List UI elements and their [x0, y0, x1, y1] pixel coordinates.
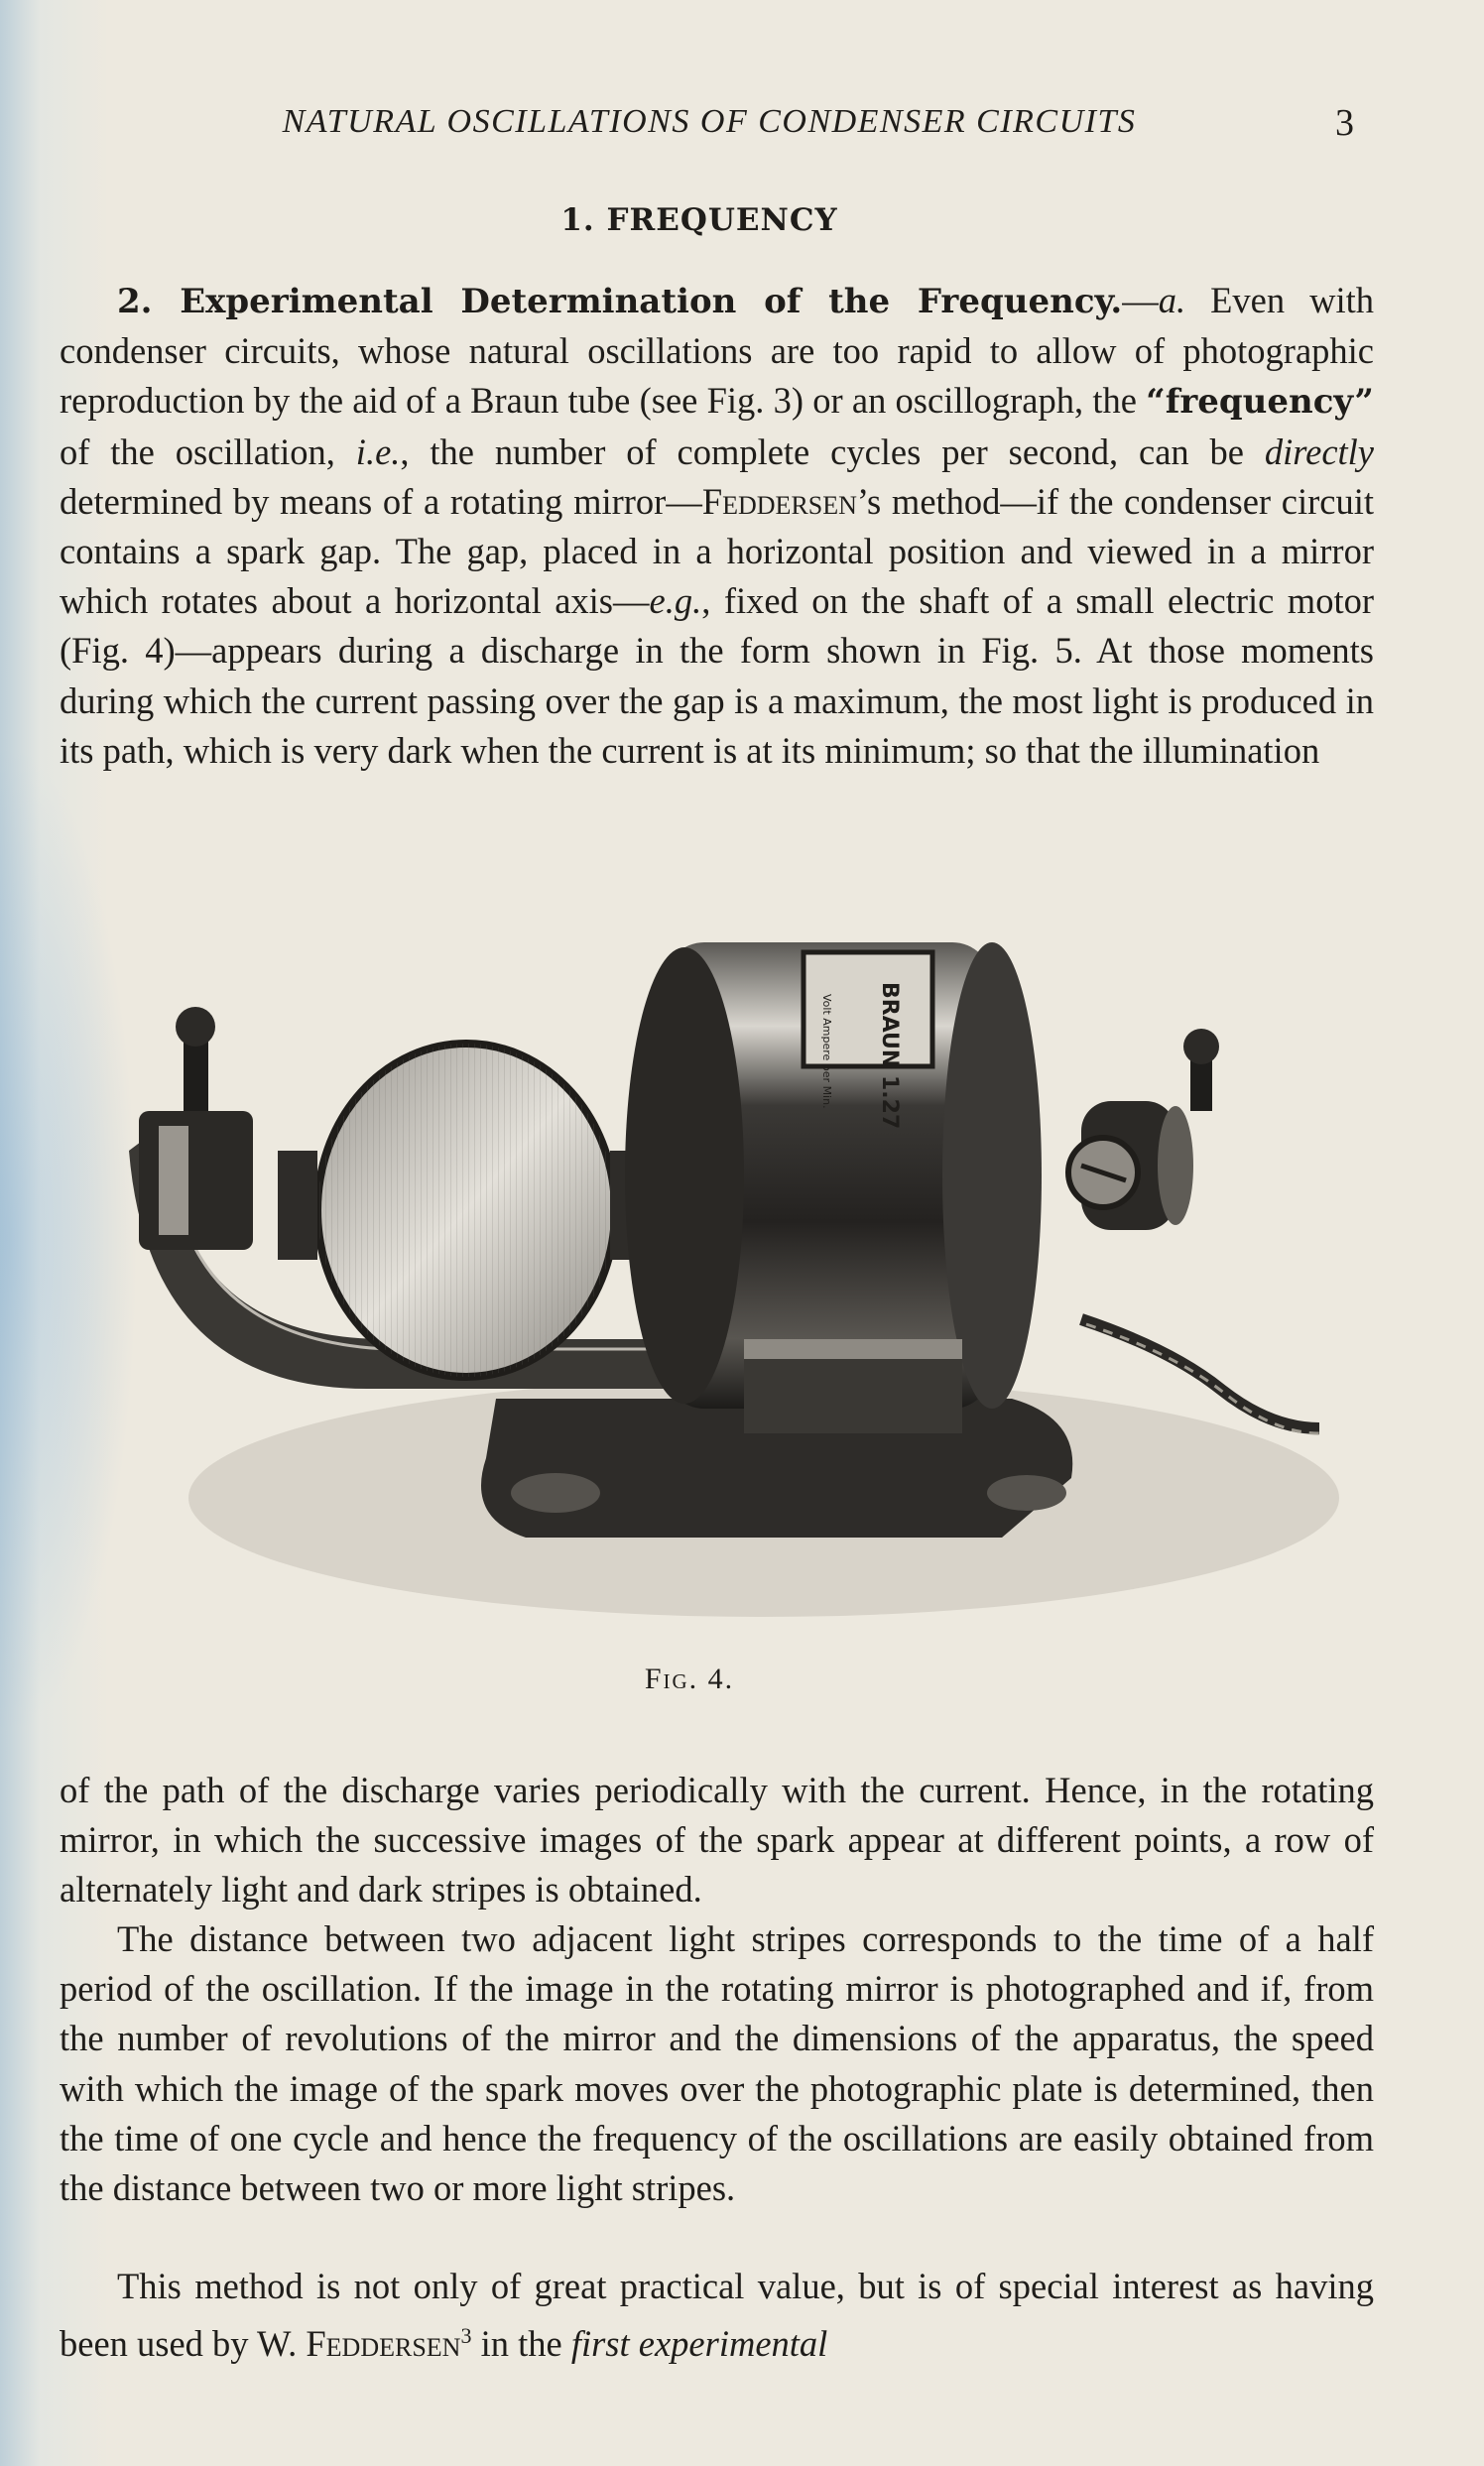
mirror-clamp-left — [278, 1151, 317, 1260]
author-name: Feddersen — [701, 480, 857, 522]
text-run: determined by means of a rotating mirror— — [60, 480, 702, 522]
paragraph-experimental-determination — [60, 276, 1374, 776]
italic-first-experimental: first experimental — [570, 2323, 828, 2365]
base-foot-left — [511, 1473, 600, 1513]
italic-eg: e.g. — [649, 580, 702, 622]
paragraph-continuation: of the path of the discharge varies periodically with the current. Hence, in the rotating mirror, in which the successive images of the spark appear at different points, a row of alternately light and dark stripes is obtained. — [60, 1770, 1374, 1911]
em-dash: — — [1122, 280, 1159, 320]
running-title: NATURAL OSCILLATIONS OF CONDENSER CIRCUITS — [282, 103, 1137, 140]
text-run: in the — [471, 2323, 571, 2365]
author-name: Feddersen — [306, 2323, 461, 2365]
base-foot-right — [987, 1475, 1066, 1511]
text-run: Even with condenser circuits, whose natural oscillations are too rapid to allow of photographic reproduction by the aid of a Braun tube (see Fig. 3) or an oscillograph, the — [60, 280, 1374, 422]
figure-caption: Fig. 4. — [644, 1663, 735, 1695]
italic-directly: directly — [1264, 431, 1374, 472]
motor-end-cap — [625, 947, 744, 1404]
name-plate-text: BRAUN 1.27 — [877, 982, 902, 1130]
text-run: ’s method—if the condenser circuit contains a spark gap. The gap, placed in a horizontal position and viewed in a mirror which rotates about a horizontal axis— — [60, 480, 1374, 622]
figure-motor-with-rotating-mirror — [129, 923, 1339, 1657]
term-frequency: “frequency” — [1146, 382, 1374, 423]
text-run: , fixed on the shaft of a small electric motor (Fig. 4)—appears during a discharge in the form shown in Fig. 5. At those moments during which the current passing over the gap is a maximum, the most light is produced in its path, which is very dark when the current is at its minimum; so that the illumination — [60, 580, 1374, 771]
item-label: a. — [1158, 280, 1186, 320]
subsection-heading: 2. Experimental Determination of the Frequency. — [117, 282, 1123, 321]
text-run: of the oscillation, — [60, 431, 356, 472]
paragraph-method-value — [60, 2262, 1374, 2370]
italic-ie: i.e. — [355, 431, 401, 472]
paragraph-distance: The distance between two adjacent light stripes corresponds to the time of a half period of the oscillation. If the image in the rotating mirror is photographed and if, from the number of revolutions of the mirror and the dimensions of the apparatus, the speed with which the image of the spark moves over the photographic plate is determined, then the time of one cycle and hence the frequency of the oscillations are easily obtained from the distance between two or more light stripes. — [60, 1918, 1374, 2209]
text-run: , the number of complete cycles per second, can be — [400, 431, 1265, 472]
page-number: 3 — [1335, 102, 1354, 144]
text-run: This method is not only of great practical value, but is of special interest as having been used by W. — [60, 2266, 1374, 2365]
footnote-ref: 3 — [460, 2323, 472, 2349]
name-plate-small-text: Volt Ampere per Min. — [820, 994, 833, 1109]
left-bearing — [139, 1111, 253, 1250]
section-heading: 1. FREQUENCY — [560, 202, 838, 238]
